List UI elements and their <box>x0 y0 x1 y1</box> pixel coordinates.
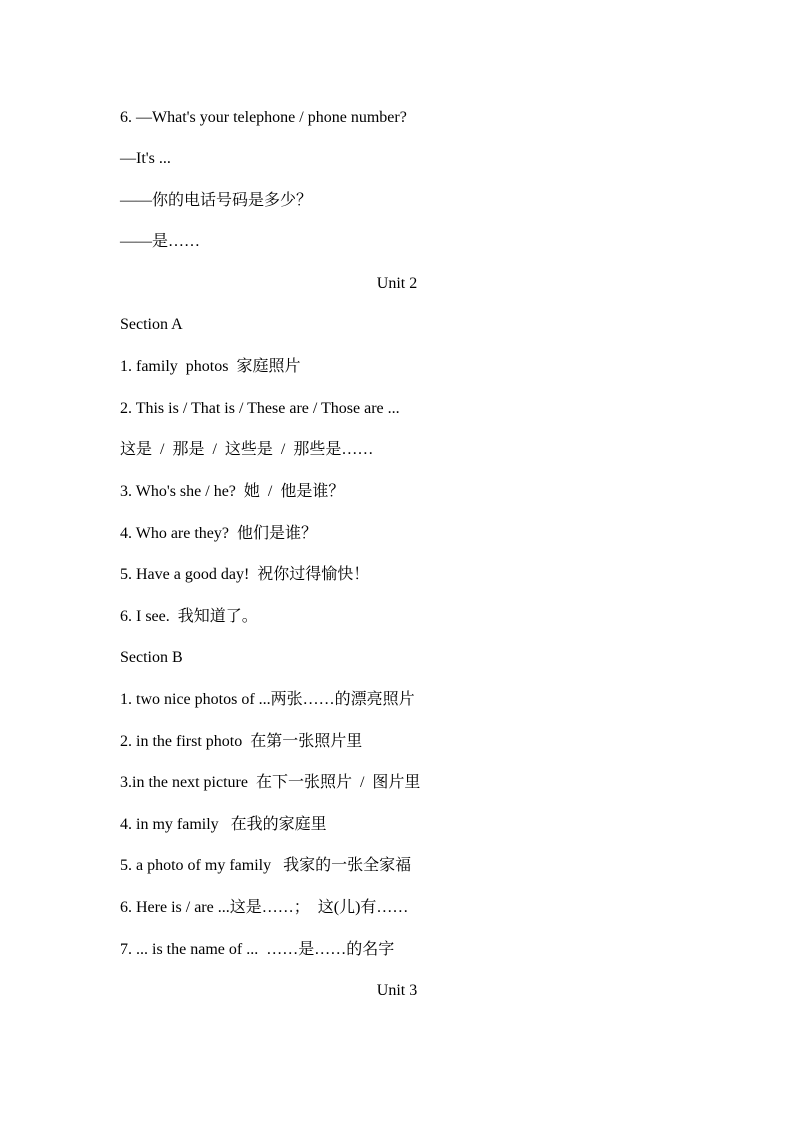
unit1-phrase-6-answer: —It's ... <box>120 150 171 167</box>
list-item: 6. Here is / are ...这是……； 这(儿)有…… <box>120 899 409 916</box>
list-item: 4. Who are they? 他们是谁？ <box>120 525 317 542</box>
list-item: 5. Have a good day! 祝你过得愉快！ <box>120 566 370 583</box>
list-item: 1. two nice photos of ...两张……的漂亮照片 <box>120 691 415 708</box>
unit2-section-a-heading: Section A <box>120 316 183 333</box>
list-item: 3. Who's she / he? 她 / 他是谁？ <box>120 483 345 500</box>
list-item: 2. in the first photo 在第一张照片里 <box>120 733 363 750</box>
unit2-section-b-heading: Section B <box>120 649 183 666</box>
list-item: 1. family photos 家庭照片 <box>120 358 301 375</box>
list-item: 3.in the next picture 在下一张照片 / 图片里 <box>120 774 421 791</box>
list-item: 6. I see. 我知道了。 <box>120 608 258 625</box>
list-item: 4. in my family 在我的家庭里 <box>120 816 327 833</box>
unit1-phrase-6-answer-cn: ——是…… <box>120 233 201 250</box>
list-item: 2. This is / That is / These are / Those are ... <box>120 400 400 417</box>
list-item: 5. a photo of my family 我家的一张全家福 <box>120 857 412 874</box>
unit1-phrase-6-question: 6. —What's your telephone / phone number? <box>120 109 407 126</box>
unit2-title: Unit 2 <box>376 275 418 292</box>
unit1-phrase-6-question-cn: ——你的电话号码是多少？ <box>120 192 313 209</box>
unit3-title: Unit 3 <box>376 982 418 999</box>
list-item: 这是 / 那是 / 这些是 / 那些是…… <box>120 441 374 458</box>
list-item: 7. ... is the name of ... ……是……的名字 <box>120 941 395 958</box>
